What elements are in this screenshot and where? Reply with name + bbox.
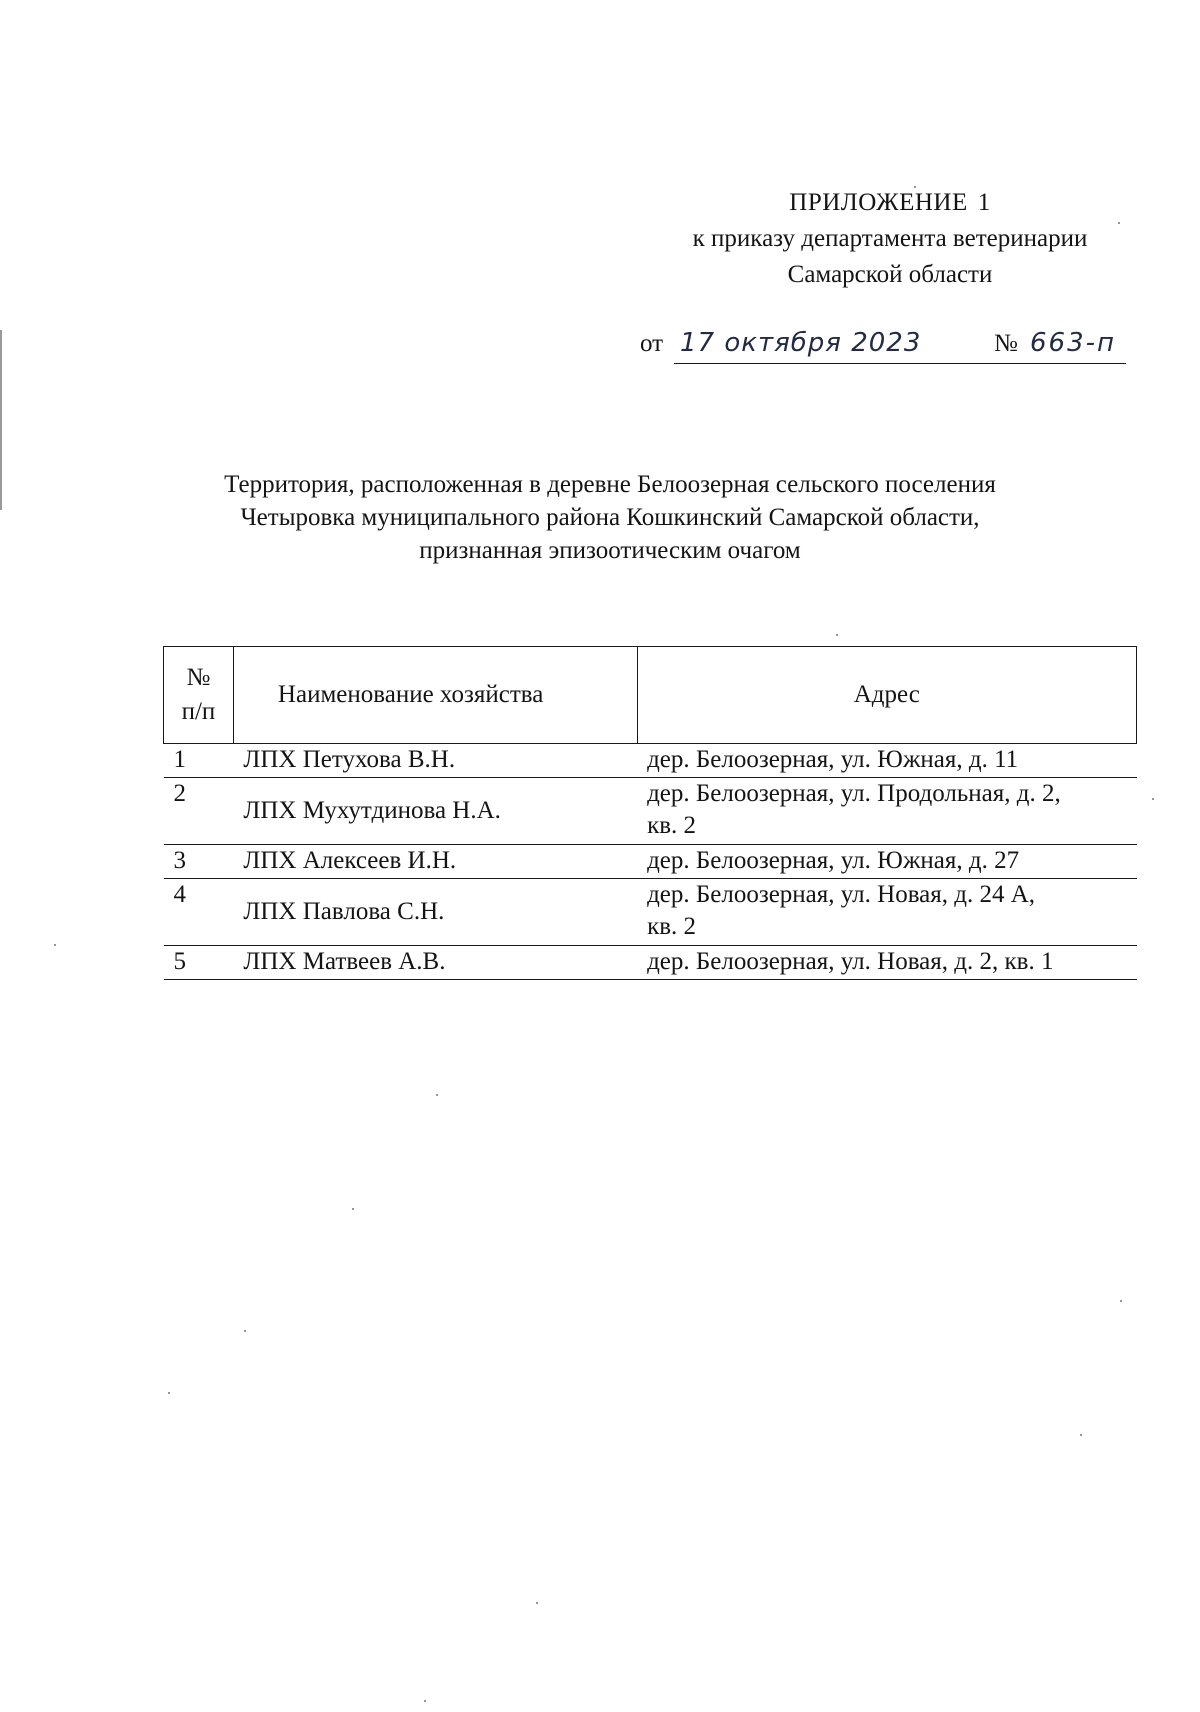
appendix-header	[640, 185, 1140, 293]
row-number: 4	[164, 879, 234, 946]
header-household-name: Наименование хозяйства	[233, 647, 637, 744]
order-date-handwritten: 17 октября 2023	[680, 328, 922, 358]
table-row	[164, 744, 1137, 778]
row-address	[637, 946, 1136, 980]
appendix-title-word: ПРИЛОЖЕНИЕ	[789, 189, 968, 216]
table-header	[164, 647, 1137, 744]
table-row	[164, 845, 1137, 879]
scan-speck	[436, 1094, 438, 1096]
scan-speck	[1080, 1434, 1082, 1436]
order-number-handwritten: 663-п	[1030, 328, 1117, 358]
row-address	[637, 879, 1136, 946]
row-address-line-2: кв. 2	[647, 812, 697, 839]
scan-edge-mark	[0, 330, 2, 510]
table-row	[164, 946, 1137, 980]
row-address-line-2: кв. 2	[647, 913, 697, 940]
row-address-line: дер. Белоозерная, ул. Продольная, д. 2,	[647, 780, 1061, 807]
order-reference	[640, 330, 1130, 366]
scan-speck	[352, 1208, 354, 1210]
scan-speck	[836, 634, 838, 636]
appendix-title	[640, 185, 1140, 221]
row-number: 1	[164, 744, 234, 778]
table-row	[164, 879, 1137, 946]
header-number	[164, 647, 234, 744]
title-line-1: Территория, расположенная в деревне Белоозерная сельского поселения	[224, 471, 996, 498]
title-line-3: признанная эпизоотическим очагом	[419, 537, 801, 564]
row-household-name: ЛПХ Алексеев И.Н.	[233, 845, 637, 879]
row-address-line: дер. Белоозерная, ул. Новая, д. 24 А,	[647, 881, 1036, 908]
scan-speck	[1120, 1300, 1122, 1302]
appendix-line-order: к приказу департамента ветеринарии	[692, 225, 1088, 252]
row-address	[637, 744, 1136, 778]
order-number-field	[1025, 330, 1126, 364]
document-title	[110, 468, 1110, 567]
households-table	[163, 646, 1137, 980]
scan-speck	[54, 944, 56, 946]
row-household-name: ЛПХ Матвеев А.В.	[233, 946, 637, 980]
scan-speck	[424, 1700, 426, 1702]
appendix-number: 1	[977, 189, 991, 216]
order-date-field	[674, 330, 1029, 364]
order-from-label: от	[640, 330, 664, 357]
row-household-name: ЛПХ Петухова В.Н.	[233, 744, 637, 778]
table-header-row	[164, 647, 1137, 744]
header-number-symbol: №	[186, 664, 211, 691]
title-line-2: Четыровка муниципального района Кошкинский Самарской области,	[240, 504, 980, 531]
row-household-name: ЛПХ Павлова С.Н.	[233, 879, 637, 946]
row-address	[637, 845, 1136, 879]
scan-speck	[1152, 798, 1154, 800]
header-address: Адрес	[637, 647, 1136, 744]
row-household-name: ЛПХ Мухутдинова Н.А.	[233, 778, 637, 845]
scan-speck	[244, 1330, 246, 1332]
row-number: 2	[164, 778, 234, 845]
row-number: 3	[164, 845, 234, 879]
header-number-abbr: п/п	[181, 698, 216, 725]
table-row	[164, 778, 1137, 845]
appendix-line-region: Самарской области	[787, 261, 993, 288]
order-number-label: №	[994, 330, 1018, 357]
row-address-line: дер. Белоозерная, ул. Новая, д. 2, кв. 1	[647, 948, 1054, 975]
row-address-line: дер. Белоозерная, ул. Южная, д. 11	[647, 746, 1019, 773]
table-body	[164, 744, 1137, 980]
row-address-line: дер. Белоозерная, ул. Южная, д. 27	[647, 847, 1020, 874]
row-number: 5	[164, 946, 234, 980]
scan-speck	[168, 1392, 170, 1394]
scan-speck	[536, 1602, 538, 1604]
row-address	[637, 778, 1136, 845]
